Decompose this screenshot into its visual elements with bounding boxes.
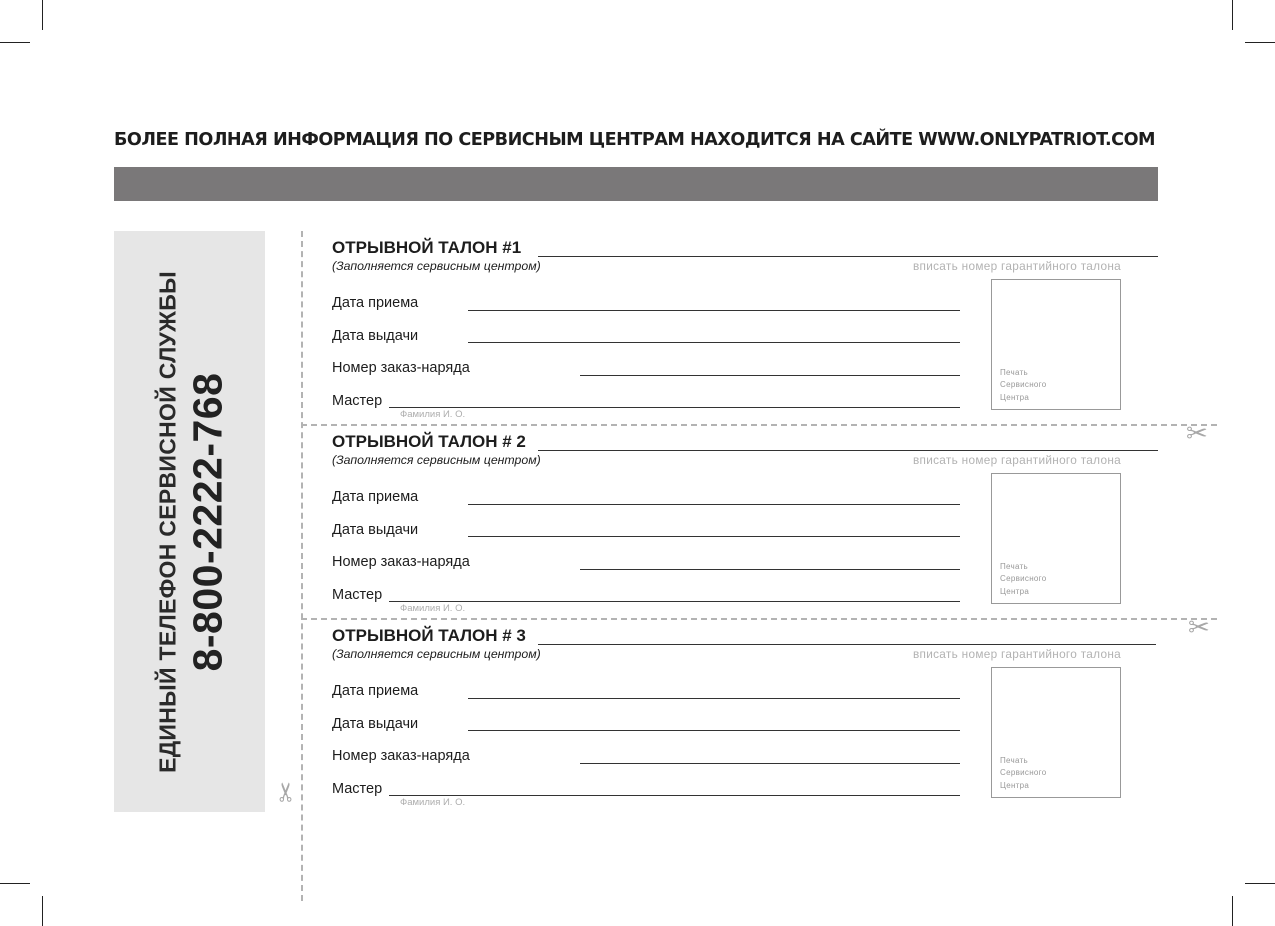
crop-mark-top-left-v [42, 0, 43, 30]
scissors-icon: ✂ [1186, 419, 1208, 449]
coupon-2 [332, 432, 1158, 622]
service-phone-label: ЕДИНЫЙ ТЕЛЕФОН СЕРВИСНОЙ СЛУЖБЫ [154, 271, 181, 773]
stamp-label: Печать Сервисного Центра [1000, 367, 1047, 402]
date-received-field[interactable] [468, 504, 960, 505]
coupon-1 [332, 238, 1158, 428]
master-label: Мастер [332, 587, 383, 603]
master-name-hint: Фамилия И. О. [400, 797, 466, 808]
stamp-box [991, 473, 1121, 604]
header-bar [114, 167, 1158, 201]
date-issued-field[interactable] [468, 342, 960, 343]
coupon-3 [332, 626, 1158, 816]
coupon-subtitle: (Заполняется сервисным центром) [332, 259, 541, 273]
stamp-label: Печать Сервисного Центра [1000, 755, 1047, 790]
date-received-label: Дата приема [332, 489, 419, 505]
order-number-label: Номер заказ-наряда [332, 360, 470, 376]
date-received-label: Дата приема [332, 683, 419, 699]
scissors-icon: ✂ [271, 781, 302, 803]
coupon-title: ОТРЫВНОЙ ТАЛОН # 3 [332, 626, 526, 645]
master-field[interactable] [389, 795, 960, 796]
order-number-field[interactable] [580, 375, 960, 376]
page-header: БОЛЕЕ ПОЛНАЯ ИНФОРМАЦИЯ ПО СЕРВИСНЫМ ЦЕНТРАМ НАХОДИТСЯ НА САЙТЕ WWW.ONLYPATRIOT.COM [114, 130, 1156, 150]
order-number-field[interactable] [580, 569, 960, 570]
coupon-number-hint: вписать номер гарантийного талона [912, 647, 1121, 661]
date-issued-label: Дата выдачи [332, 522, 419, 538]
stamp-label: Печать Сервисного Центра [1000, 561, 1047, 596]
order-number-label: Номер заказ-наряда [332, 748, 470, 764]
date-received-field[interactable] [468, 310, 960, 311]
crop-mark-bottom-right-v [1232, 896, 1233, 926]
order-number-field[interactable] [580, 763, 960, 764]
coupon-number-hint: вписать номер гарантийного талона [912, 453, 1121, 467]
stamp-box [991, 667, 1121, 798]
coupon-title: ОТРЫВНОЙ ТАЛОН # 2 [332, 432, 526, 451]
date-received-label: Дата приема [332, 295, 419, 311]
master-name-hint: Фамилия И. О. [400, 603, 466, 614]
date-issued-field[interactable] [468, 536, 960, 537]
date-issued-field[interactable] [468, 730, 960, 731]
coupon-number-line[interactable] [538, 450, 1158, 451]
crop-mark-bottom-left-v [42, 896, 43, 926]
date-received-field[interactable] [468, 698, 960, 699]
order-number-label: Номер заказ-наряда [332, 554, 470, 570]
crop-mark-top-right-h [1245, 42, 1275, 43]
coupon-subtitle: (Заполняется сервисным центром) [332, 453, 541, 467]
coupon-title: ОТРЫВНОЙ ТАЛОН #1 [332, 238, 522, 257]
master-label: Мастер [332, 781, 383, 797]
stamp-box [991, 279, 1121, 410]
coupon-number-line[interactable] [538, 256, 1158, 257]
master-label: Мастер [332, 393, 383, 409]
master-field[interactable] [389, 407, 960, 408]
date-issued-label: Дата выдачи [332, 328, 419, 344]
coupon-number-hint: вписать номер гарантийного талона [912, 259, 1121, 273]
scissors-icon: ✂ [1188, 613, 1210, 643]
date-issued-label: Дата выдачи [332, 716, 419, 732]
crop-mark-bottom-right-h [1245, 883, 1275, 884]
coupon-number-line[interactable] [538, 644, 1156, 645]
master-name-hint: Фамилия И. О. [400, 409, 466, 420]
coupon-subtitle: (Заполняется сервисным центром) [332, 647, 541, 661]
master-field[interactable] [389, 601, 960, 602]
service-phone-number: 8-800-2222-768 [184, 372, 231, 672]
crop-mark-bottom-left-h [0, 883, 30, 884]
crop-mark-top-left-h [0, 42, 30, 43]
crop-mark-top-right-v [1232, 0, 1233, 30]
